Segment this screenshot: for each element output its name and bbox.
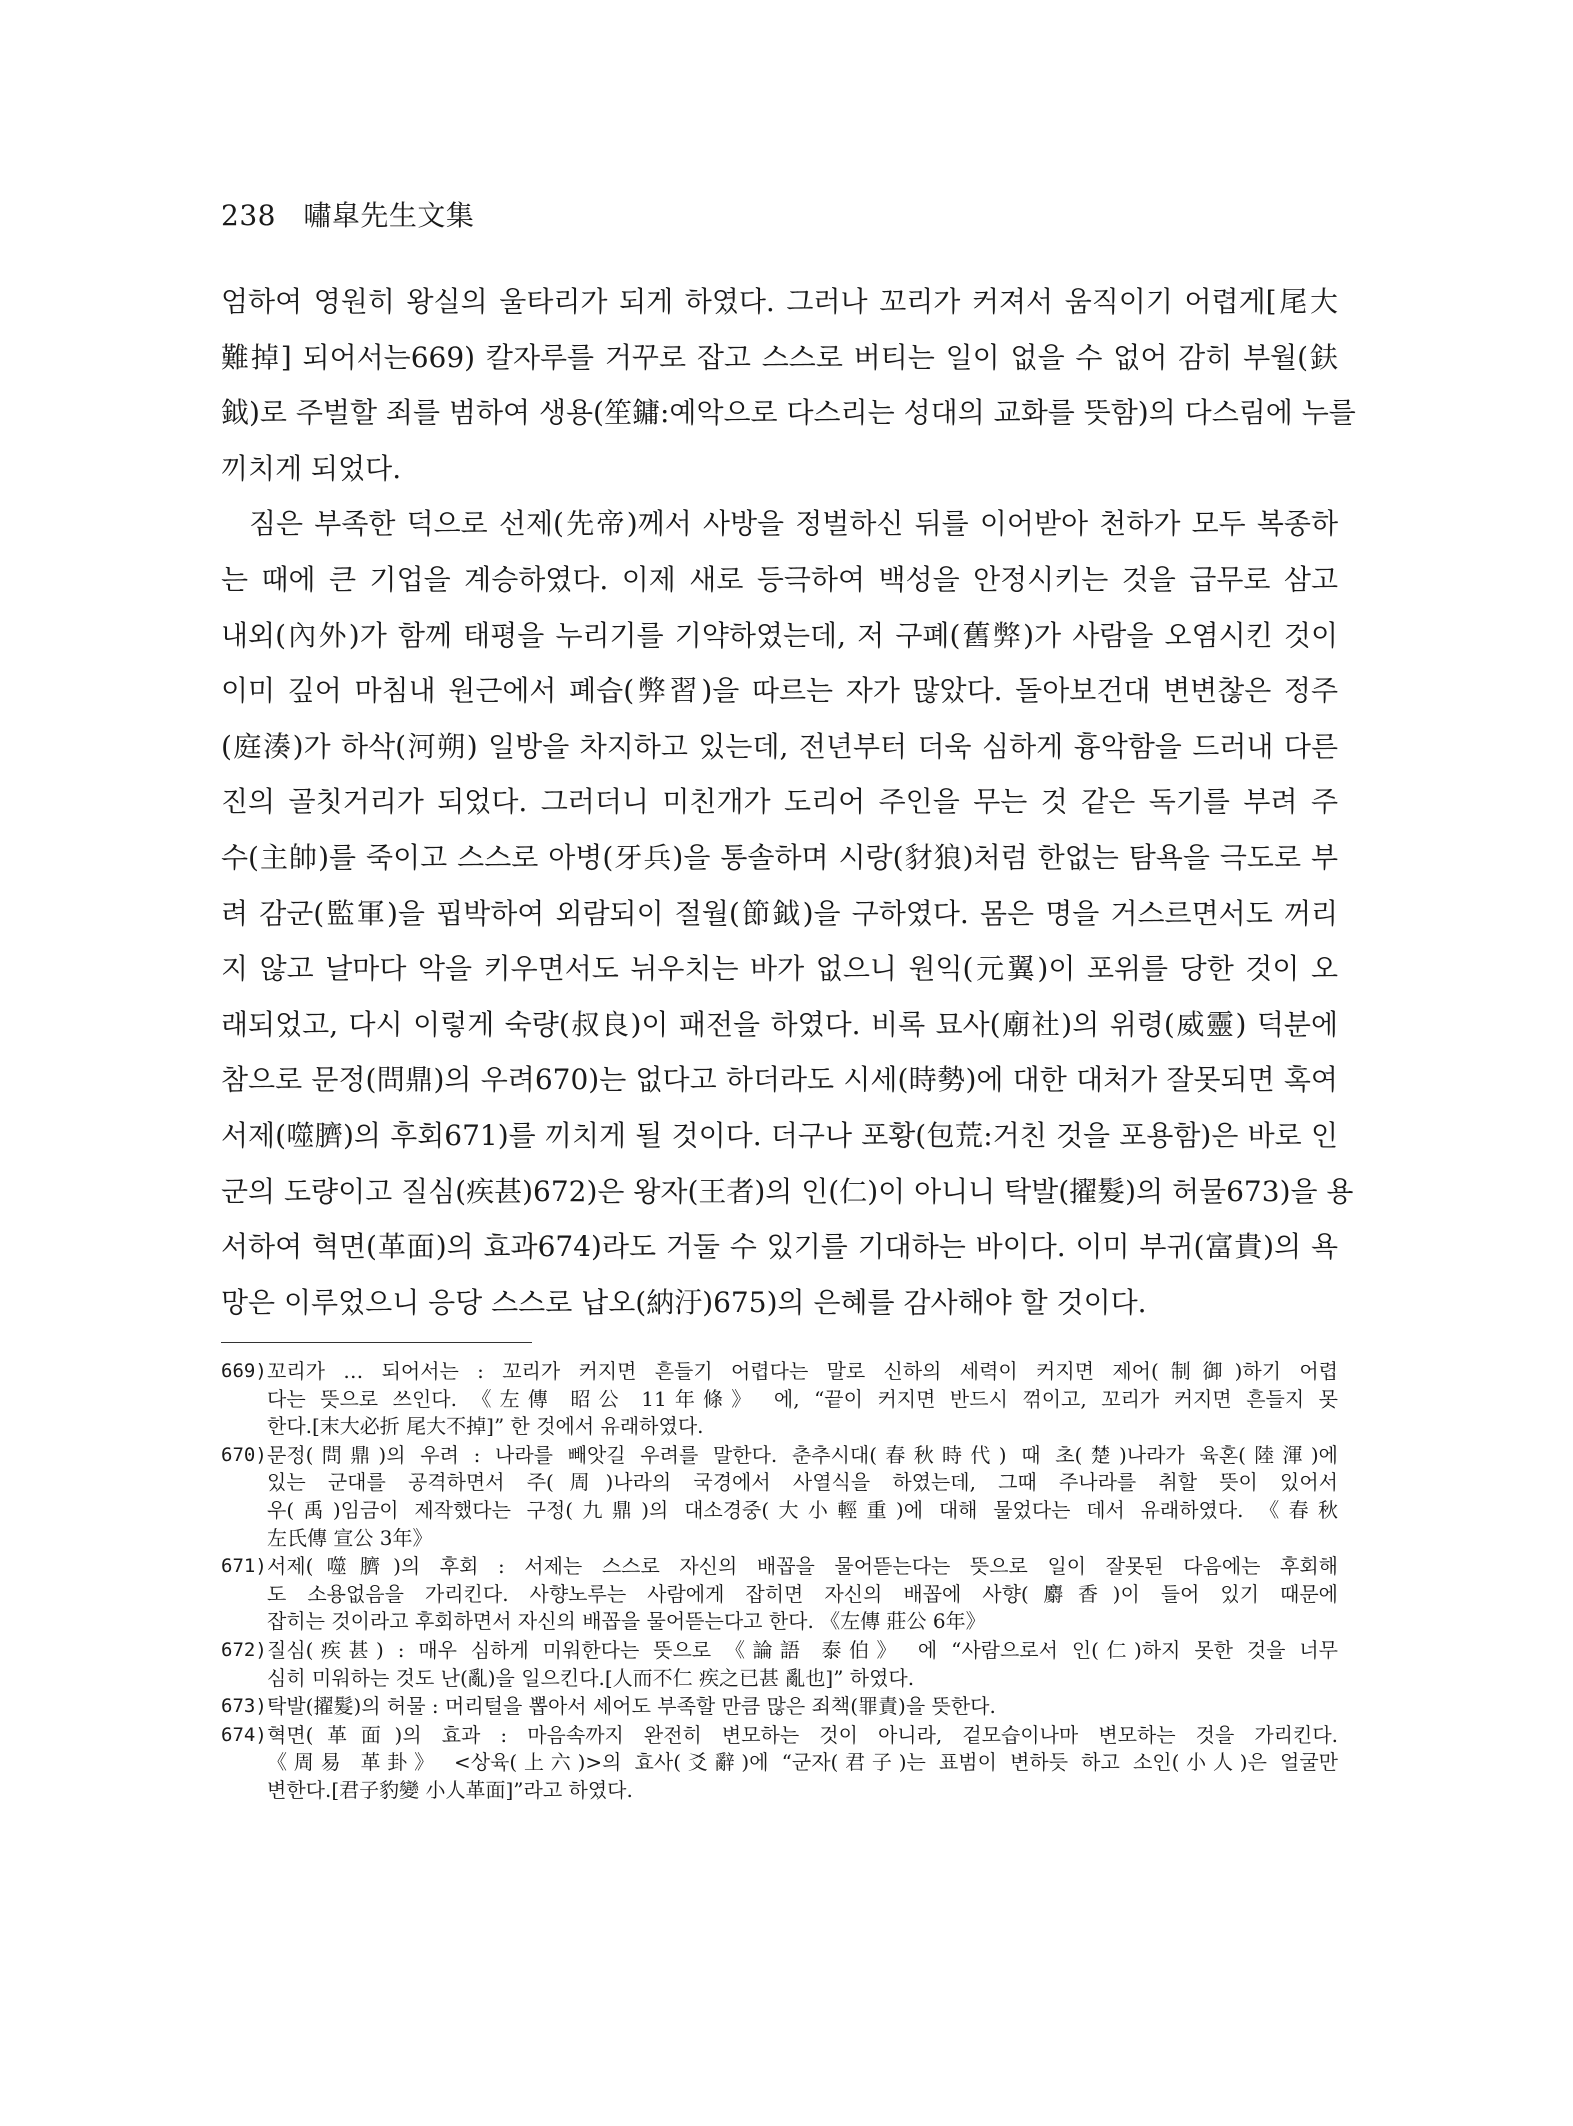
body-line: 래되었고, 다시 이렇게 숙량(叔良)이 패전을 하였다. 비록 묘사(廟社)의 위령(威靈) 덕분에: [221, 1007, 1338, 1041]
body-line: 이미 깊어 마침내 원근에서 폐습(弊習)을 따르는 자가 많았다. 돌아보건대 변변찮은 정주: [221, 674, 1338, 708]
footnote: [221, 1358, 1338, 1441]
body-line: 鉞)로 주벌할 죄를 범하여 생용(笙鏞:예악으로 다스리는 성대의 교화를 뜻함)의 다스림에 누를: [221, 396, 1356, 430]
body-line: 군의 도량이고 질심(疾甚)672)은 왕자(王者)의 인(仁)이 아니니 탁발(擢髮)의 허물673)을 용: [221, 1174, 1354, 1208]
footnote-text: [267, 1722, 1338, 1805]
footnote-line: 심히 미워하는 것도 난(亂)을 일으킨다.[人而不仁 疾之已甚 亂也]” 하였다.: [267, 1665, 915, 1690]
body-line: 참으로 문정(問鼎)의 우려670)는 없다고 하더라도 시세(時勢)에 대한 대처가 잘못되면 혹여: [221, 1063, 1338, 1097]
footnote-number: 673): [221, 1695, 267, 1718]
book-title: 嘯皐先生文集: [303, 199, 475, 232]
body-line: 려 감군(監軍)을 핍박하여 외람되이 절월(節鉞)을 구하였다. 몸은 명을 거스르면서도 꺼리: [221, 896, 1338, 930]
body-text: [221, 274, 1356, 1330]
body-line: 지 않고 날마다 악을 키우면서도 뉘우치는 바가 없으니 원익(元翼)이 포위를 당한 것이 오: [221, 952, 1338, 986]
footnote-number: 672): [221, 1638, 267, 1661]
footnote-line: 질심(疾甚) : 매우 심하게 미워한다는 뜻으로 《論語 泰伯》 에 “사람으로서 인(仁)하지 못한 것을 너무: [267, 1637, 1338, 1662]
footnote-line: 혁면(革面)의 효과 : 마음속까지 완전히 변모하는 것이 아니라, 겉모습이나마 변모하는 것을 가리킨다.: [267, 1722, 1338, 1747]
footnote-text: [267, 1553, 1338, 1636]
body-line: (庭湊)가 하삭(河朔) 일방을 차지하고 있는데, 전년부터 더욱 심하게 흉악함을 드러내 다른: [221, 729, 1338, 763]
body-line: 짐은 부족한 덕으로 선제(先帝)께서 사방을 정벌하신 뒤를 이어받아 천하가 모두 복종하: [249, 507, 1338, 541]
footnote-line: 변한다.[君子豹變 小人革面]”라고 하였다.: [267, 1777, 633, 1802]
footnote-divider: [221, 1342, 532, 1343]
footnote-line: 잡히는 것이라고 후회하면서 자신의 배꼽을 물어뜯는다고 한다. 《左傳 莊公 6年》: [267, 1609, 986, 1634]
footnote-text: [267, 1693, 1338, 1721]
body-line: 수(主帥)를 죽이고 스스로 아병(牙兵)을 통솔하며 시랑(豺狼)처럼 한없는 탐욕을 극도로 부: [221, 840, 1338, 874]
footnote-line: 서제(噬臍)의 후회 : 서제는 스스로 자신의 배꼽을 물어뜯는다는 뜻으로 일이 잘못된 다음에는 후회해: [267, 1554, 1338, 1579]
footnote-line: 한다.[末大必折 尾大不掉]” 한 것에서 유래하였다.: [267, 1414, 704, 1439]
footnote-text: [267, 1637, 1338, 1692]
body-line: 내외(內外)가 함께 태평을 누리기를 기약하였는데, 저 구폐(舊弊)가 사람을 오염시킨 것이: [221, 618, 1338, 652]
body-line: 서제(噬臍)의 후회671)를 끼치게 될 것이다. 더구나 포황(包荒:거친 것을 포용함)은 바로 인: [221, 1118, 1338, 1152]
footnote: [221, 1637, 1338, 1692]
footnote: [221, 1722, 1338, 1805]
footnote-number: 671): [221, 1555, 267, 1578]
footnote-line: 《周易 革卦》 <상육(上六)>의 효사(爻辭)에 “군자(君子)는 표범이 변하듯 하고 소인(小人)은 얼굴만: [267, 1750, 1338, 1775]
footnote-line: 다는 뜻으로 쓰인다. 《左傳 昭公 11年條》 에, “끝이 커지면 반드시 꺾이고, 꼬리가 커지면 흔들지 못: [267, 1386, 1338, 1411]
footnote: [221, 1553, 1338, 1636]
footnote-number: 674): [221, 1723, 267, 1746]
body-line: 엄하여 영원히 왕실의 울타리가 되게 하였다. 그러나 꼬리가 커져서 움직이기 어렵게[尾大: [221, 285, 1338, 318]
body-line: 는 때에 큰 기업을 계승하였다. 이제 새로 등극하여 백성을 안정시키는 것을 급무로 삼고: [221, 562, 1338, 596]
body-line: 難掉] 되어서는669) 칼자루를 거꾸로 잡고 스스로 버티는 일이 없을 수 없어 감히 부월(鈇: [221, 340, 1338, 374]
page-header: [221, 194, 474, 234]
footnote-line: 문정(問鼎)의 우려 : 나라를 빼앗길 우려를 말한다. 춘추시대(春秋時代) 때 초(楚)나라가 육혼(陸渾)에: [267, 1442, 1338, 1467]
body-line: 진의 골칫거리가 되었다. 그러더니 미친개가 도리어 주인을 무는 것 같은 독기를 부려 주: [221, 785, 1338, 819]
footnote-number: 669): [221, 1360, 267, 1382]
footnote: [221, 1442, 1338, 1552]
footnotes: [221, 1358, 1338, 1806]
body-line: 망은 이루었으니 응당 스스로 납오(納汙)675)의 은혜를 감사해야 할 것이다.: [221, 1285, 1147, 1319]
footnote-number: 670): [221, 1443, 267, 1466]
footnote-line: 左氏傳 宣公 3年》: [267, 1525, 433, 1550]
footnote-line: 도 소용없음을 가리킨다. 사향노루는 사람에게 잡히면 자신의 배꼽에 사향(麝香)이 들어 있기 때문에: [267, 1581, 1338, 1606]
body-paragraph: [221, 496, 1354, 1330]
body-line: 서하여 혁면(革面)의 효과674)라도 거둘 수 있기를 기대하는 바이다. 이미 부귀(富貴)의 욕: [221, 1230, 1338, 1264]
footnote-line: 우(禹)임금이 제작했다는 구정(九鼎)의 대소경중(大小輕重)에 대해 물었다는 데서 유래하였다. 《春秋: [267, 1497, 1338, 1522]
footnote-line: 꼬리가 … 되어서는 : 꼬리가 커지면 흔들기 어렵다는 말로 신하의 세력이 커지면 제어(制御)하기 어렵: [267, 1359, 1338, 1383]
footnote-text: [267, 1442, 1338, 1552]
footnote-line: 있는 군대를 공격하면서 주(周)나라의 국경에서 사열식을 하였는데, 그때 주나라를 취할 뜻이 있어서: [267, 1470, 1338, 1495]
footnote: [221, 1693, 1338, 1721]
body-paragraph: [221, 274, 1356, 496]
page-number: 238: [221, 199, 276, 232]
body-line: 끼치게 되었다.: [221, 451, 402, 485]
footnote-text: [267, 1358, 1338, 1441]
footnote-line: 탁발(擢髮)의 허물 : 머리털을 뽑아서 세어도 부족할 만큼 많은 죄책(罪責)을 뜻한다.: [267, 1694, 996, 1719]
